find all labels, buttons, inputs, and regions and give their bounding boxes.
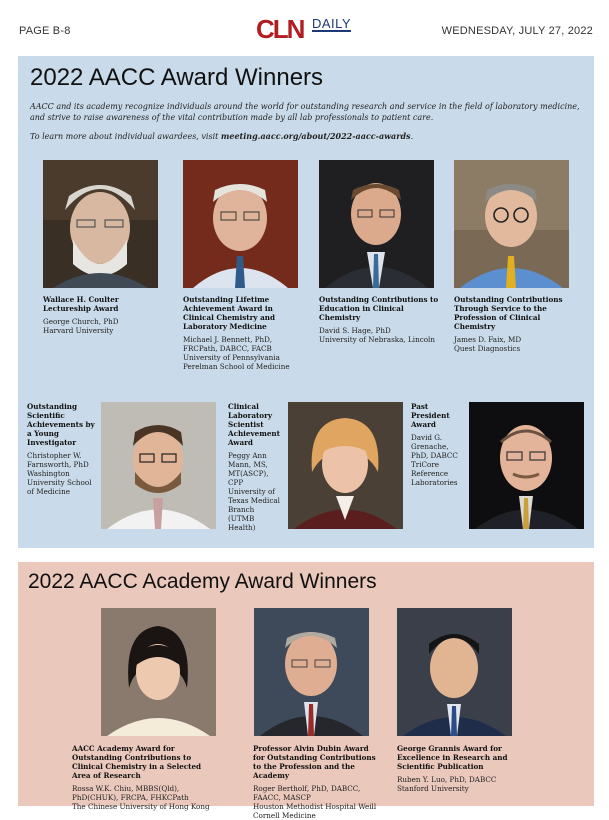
winner-card-4 xyxy=(454,295,579,353)
winner-card-2 xyxy=(183,295,303,371)
photo-rossa-chiu xyxy=(101,608,216,736)
winner-name: Roger Bertholf, PhD, DABCC, FAACC, MASCP xyxy=(253,784,361,802)
photo-christopher-farnsworth xyxy=(101,402,216,529)
winner-affiliation: University of Texas Medical Branch (UTMB Health) xyxy=(228,487,280,532)
winner-card-5 xyxy=(27,402,95,496)
winner-card-6 xyxy=(228,402,282,532)
winner-affiliation: The Chinese University of Hong Kong xyxy=(72,802,210,811)
winner-card-3 xyxy=(319,295,444,344)
winner-name: George Church, PhD xyxy=(43,317,119,326)
photo-peggy-ann-mann xyxy=(288,402,403,529)
winner-affiliation: Washington University School of Medicine xyxy=(27,469,92,496)
winner-affiliation: Houston Methodist Hospital Weill Cornell Medicine xyxy=(253,802,377,820)
winner-affiliation: Harvard University xyxy=(43,326,114,335)
awards-intro: AACC and its academy recognize individuals around the world for outstanding research and service in the field of laboratory medicine, and strive to raise awareness of the vital contribution made by all lab professionals to patient care. xyxy=(30,102,580,122)
photo-george-church xyxy=(43,160,158,288)
academy-card-3 xyxy=(397,744,545,793)
winner-name: Christopher W. Farnsworth, PhD xyxy=(27,451,89,469)
winner-name: James D. Faix, MD xyxy=(454,335,522,344)
issue-date: WEDNESDAY, JULY 27, 2022 xyxy=(441,25,593,37)
winner-affiliation: University of Pennsylvania Perelman School of Medicine xyxy=(183,353,290,371)
winner-name: Ruben Y. Luo, PhD, DABCC xyxy=(397,775,497,784)
link-prefix: To learn more about individual awardees, visit xyxy=(30,132,221,141)
photo-james-faix xyxy=(454,160,569,288)
award-title: Professor Alvin Dubin Award for Outstanding Contributions to the Profession and the Academy xyxy=(253,744,376,780)
winner-name: Michael J. Bennett, PhD, FRCPath, DABCC, FACB xyxy=(183,335,272,353)
photo-roger-bertholf xyxy=(254,608,369,736)
award-title: Wallace H. Coulter Lectureship Award xyxy=(43,295,119,313)
cln-daily-logo xyxy=(256,14,366,44)
winner-name: Rossa W.K. Chiu, MBBS(Qld), PhD(CHUK), FRCPA, FHKCPath xyxy=(72,784,189,802)
awards-link[interactable]: meeting.aacc.org/about/2022-aacc-awards xyxy=(220,131,411,141)
winner-affiliation: TriCore Reference Laboratories xyxy=(411,460,458,487)
award-title: Outstanding Contributions Through Service to the Profession of Clinical Chemistry xyxy=(454,295,563,331)
winner-affiliation: University of Nebraska, Lincoln xyxy=(319,335,435,344)
academy-title: 2022 AACC Academy Award Winners xyxy=(28,570,377,593)
award-title: Outstanding Scientific Achievements by a Young Investigator xyxy=(27,402,95,447)
winner-name: David S. Hage, PhD xyxy=(319,326,391,335)
photo-david-grenache xyxy=(469,402,584,529)
photo-michael-bennett xyxy=(183,160,298,288)
logo-main: CLN xyxy=(256,14,304,44)
winner-card-1 xyxy=(43,295,168,335)
award-title: Outstanding Lifetime Achievement Award in Clinical Chemistry and Laboratory Medicine xyxy=(183,295,275,331)
awards-link-line xyxy=(30,131,585,142)
logo-sub: DAILY xyxy=(312,16,352,31)
winner-name: Peggy Ann Mann, MS, MT(ASCP), CPP xyxy=(228,451,269,487)
awards-title: 2022 AACC Award Winners xyxy=(30,64,324,91)
winner-affiliation: Stanford University xyxy=(397,784,469,793)
link-suffix: . xyxy=(410,132,414,141)
award-title: AACC Academy Award for Outstanding Contributions to Clinical Chemistry in a Selected Area of Research xyxy=(72,744,202,780)
academy-card-1 xyxy=(72,744,222,811)
award-title: George Grannis Award for Excellence in Research and Scientific Publication xyxy=(397,744,508,771)
page-number: PAGE B-8 xyxy=(19,25,71,37)
winner-name: David G. Grenache, PhD, DABCC xyxy=(411,433,458,460)
winner-card-7 xyxy=(411,402,465,487)
photo-david-hage xyxy=(319,160,434,288)
photo-ruben-luo xyxy=(397,608,512,736)
award-title: Outstanding Contributions to Education in Clinical Chemistry xyxy=(319,295,439,322)
academy-card-2 xyxy=(253,744,378,820)
award-title: Clinical Laboratory Scientist Achievement Award xyxy=(228,402,280,447)
winner-affiliation: Quest Diagnostics xyxy=(454,344,521,353)
award-title: Past President Award xyxy=(411,402,450,429)
